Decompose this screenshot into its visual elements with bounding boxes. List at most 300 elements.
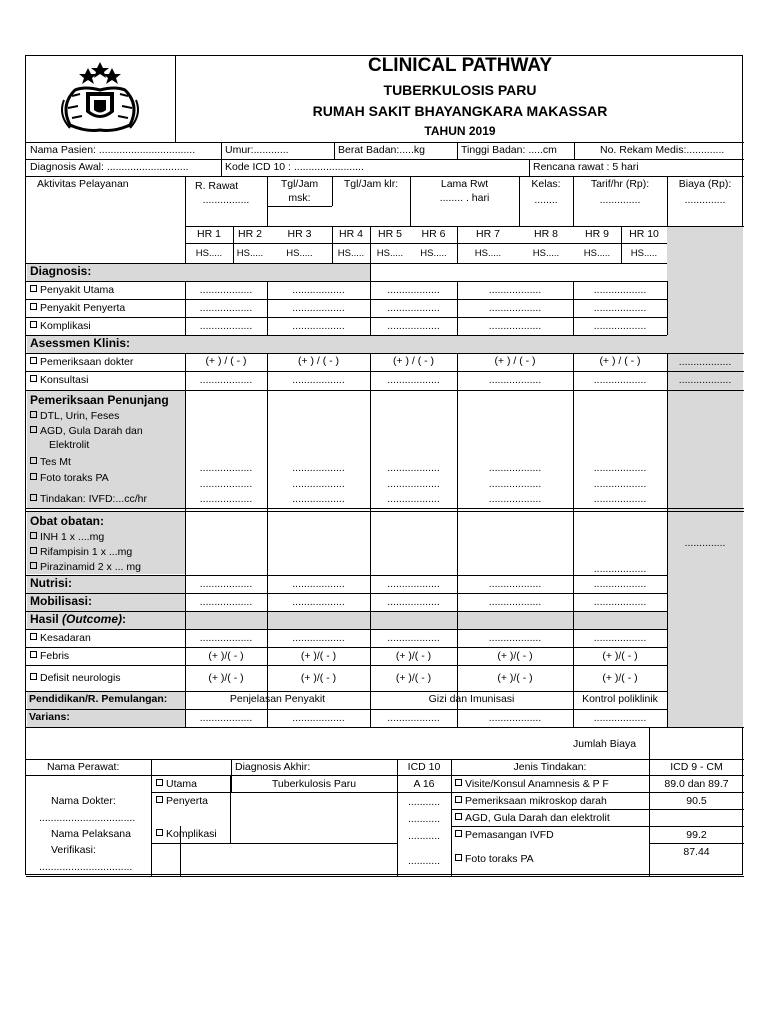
entry-field[interactable] [457, 284, 573, 297]
plus-minus-field[interactable] [457, 650, 573, 663]
label-text: HS..... [630, 248, 658, 259]
entry-field[interactable] [370, 493, 457, 506]
entry-field[interactable] [457, 478, 573, 491]
hs-field-8[interactable] [519, 247, 573, 260]
label-text: HS..... [474, 248, 502, 259]
label-text: .................. [488, 478, 542, 490]
checkbox-icon[interactable] [30, 411, 37, 418]
checkbox-icon[interactable] [30, 426, 37, 433]
table-rule [26, 299, 667, 300]
doctor-name-field[interactable] [39, 812, 135, 825]
entry-field[interactable] [185, 493, 267, 506]
icd10-header [397, 761, 451, 774]
label-text: .................. [292, 632, 345, 644]
hs-field-9[interactable] [573, 247, 621, 260]
label-text: .................. [593, 563, 647, 575]
procedure-visite [455, 778, 609, 791]
label-text: Diagnosis Akhir: [235, 761, 311, 773]
patient-height-field[interactable] [461, 144, 557, 157]
entry-field[interactable] [370, 284, 457, 297]
checkbox-icon[interactable] [30, 562, 37, 569]
cost-entry[interactable] [667, 374, 743, 387]
section-nutrisi [30, 577, 72, 590]
entry-field[interactable] [185, 284, 267, 297]
label-text: Aktivitas Pelayanan [37, 178, 129, 190]
table-rule [267, 206, 332, 207]
label-text: HS..... [286, 248, 313, 259]
entry-field[interactable] [185, 596, 267, 609]
entry-field[interactable] [370, 302, 457, 315]
entry-field[interactable] [185, 712, 267, 725]
total-cost-label [573, 738, 636, 751]
entry-field[interactable] [185, 462, 267, 475]
education-penjelasan [185, 693, 370, 706]
label-text: Kontrol poliklinik [582, 693, 658, 705]
checkbox-icon[interactable] [30, 547, 37, 554]
label-text: ........... [407, 796, 441, 808]
label-text: .................. [387, 462, 440, 474]
label-text: .................. [593, 374, 647, 386]
checkbox-icon[interactable] [156, 779, 163, 786]
entry-field[interactable] [267, 596, 370, 609]
label-text: Febris [40, 650, 70, 662]
label-text: (+ ) / ( - ) [494, 355, 536, 367]
hs-field-10[interactable] [621, 247, 667, 260]
section-mobilisasi [30, 595, 92, 608]
entry-field[interactable] [457, 712, 573, 725]
room-field[interactable] [185, 194, 267, 207]
label-text: .................. [292, 462, 345, 474]
entry-field[interactable] [370, 478, 457, 491]
label-text: Tuberkulosis Paru [271, 778, 357, 790]
item-tes-mt [30, 456, 71, 469]
entry-field[interactable] [573, 563, 667, 576]
entry-field[interactable] [267, 302, 370, 315]
checkbox-icon[interactable] [30, 357, 37, 364]
checkbox-icon[interactable] [455, 779, 462, 786]
label-text: 89.0 dan 89.7 [664, 778, 729, 790]
label-text: ........... [407, 830, 441, 842]
admit-date-header [267, 192, 332, 205]
label-text: .................. [488, 712, 542, 724]
cost-field[interactable] [667, 194, 743, 207]
label-text: Umur:............ [225, 144, 289, 156]
label-text: ................................. [39, 812, 136, 824]
label-text: Asessmen Klinis: [30, 336, 131, 350]
entry-field[interactable] [573, 462, 667, 475]
entry-field[interactable] [457, 320, 573, 333]
label-text: .................. [387, 478, 440, 490]
label-text: .................. [292, 712, 345, 724]
label-text: HS..... [583, 248, 611, 259]
entry-field[interactable] [573, 632, 667, 645]
table-rule [175, 56, 176, 142]
label-text: .................. [593, 596, 647, 608]
entry-field[interactable] [573, 284, 667, 297]
plus-minus-field[interactable] [185, 355, 267, 368]
label-text: (+ )/( - ) [602, 650, 638, 662]
table-rule [26, 647, 667, 648]
hs-field-7[interactable] [457, 247, 519, 260]
nurse-name-label [47, 761, 119, 774]
hs-field-6[interactable] [410, 247, 457, 260]
entry-field[interactable] [185, 374, 267, 387]
label-text: DTL, Urin, Feses [40, 410, 120, 422]
plus-minus-field[interactable] [370, 355, 457, 368]
label-italic: (Outcome) [62, 612, 123, 626]
label-text: ................ [202, 194, 250, 206]
entry-field[interactable] [267, 478, 370, 491]
entry-field[interactable] [185, 478, 267, 491]
label-text: Foto toraks PA [465, 853, 534, 865]
entry-field[interactable] [457, 596, 573, 609]
label-text: HR 10 [629, 228, 659, 240]
label-text: .................. [292, 320, 345, 332]
entry-field[interactable] [573, 596, 667, 609]
hs-field-3[interactable] [267, 247, 332, 260]
label-text: .................. [488, 493, 542, 505]
table-rule [574, 142, 575, 159]
label-text: .................. [488, 596, 542, 608]
patient-name-field[interactable] [30, 144, 195, 157]
label-text: A 16 [413, 778, 435, 790]
icd-entry[interactable] [397, 855, 451, 868]
label-text: CLINICAL PATHWAY [367, 55, 553, 76]
label-text: HR 3 [287, 228, 312, 240]
checkbox-icon[interactable] [30, 321, 37, 328]
entry-field[interactable] [457, 578, 573, 591]
code-foto [649, 846, 744, 859]
table-rule [26, 876, 744, 877]
icd-a16 [397, 778, 451, 791]
section-pendidikan [29, 693, 167, 706]
entry-field[interactable] [267, 462, 370, 475]
label-text: (+ ) / ( - ) [205, 355, 247, 367]
day-header-1 [185, 228, 233, 241]
label-text: .................. [593, 320, 647, 332]
procedure-foto [455, 853, 534, 866]
label-text: R. Rawat [195, 180, 239, 192]
room-header [195, 180, 238, 193]
entry-field[interactable] [457, 302, 573, 315]
label-text: Foto toraks PA [40, 472, 109, 484]
checkbox-icon[interactable] [455, 830, 462, 837]
label-text: .................. [292, 374, 345, 386]
admit-date-header [267, 178, 332, 191]
plus-minus-field[interactable] [573, 650, 667, 663]
label-text: Penyakit Penyerta [40, 302, 126, 314]
plus-minus-field[interactable] [185, 672, 267, 685]
label-text: Obat obatan: [30, 514, 104, 528]
label-text: .................. [387, 632, 440, 644]
colon: : [122, 612, 127, 626]
entry-field[interactable] [185, 578, 267, 591]
entry-field[interactable] [573, 712, 667, 725]
table-rule [26, 575, 667, 576]
label-text: Tgl/Jam klr: [343, 178, 399, 190]
section-asesmen [30, 337, 130, 350]
entry-field[interactable] [267, 712, 370, 725]
entry-field[interactable] [457, 462, 573, 475]
label-text: .................. [387, 320, 440, 332]
label-text: (+ )/( - ) [300, 672, 337, 684]
entry-field[interactable] [370, 712, 457, 725]
label-text: Lama Rwt [440, 178, 489, 190]
icd-entry[interactable] [397, 813, 451, 826]
care-plan-label [533, 161, 639, 174]
label-text: .................. [488, 462, 542, 474]
checkbox-icon[interactable] [455, 854, 462, 861]
item-pemeriksaan-dokter [30, 356, 133, 369]
label-text: .................. [199, 302, 253, 314]
label-text: .................. [593, 462, 647, 474]
entry-field[interactable] [370, 578, 457, 591]
entry-field[interactable] [573, 320, 667, 333]
plus-minus-field[interactable] [457, 672, 573, 685]
table-rule [26, 142, 744, 143]
label-text: Mobilisasi: [30, 594, 93, 608]
checkbox-icon[interactable] [30, 303, 37, 310]
label-text: HR 2 [238, 228, 262, 240]
hs-field-4[interactable] [332, 247, 370, 260]
item-foto-toraks [30, 472, 109, 485]
table-rule [370, 353, 371, 727]
label-text: .................. [387, 284, 440, 296]
length-of-stay-field[interactable] [410, 192, 519, 205]
table-rule [185, 353, 186, 727]
label-text: HS..... [195, 248, 223, 259]
label-text: Nama Dokter: [51, 795, 116, 807]
diagnosis-tb [231, 778, 397, 791]
class-field[interactable] [519, 194, 573, 207]
table-rule [267, 353, 268, 727]
plus-minus-field[interactable] [573, 355, 667, 368]
label-text: Pemeriksaan Penunjang [30, 393, 169, 407]
table-rule [26, 508, 744, 509]
label-text: HS..... [337, 248, 365, 259]
table-rule [26, 317, 667, 318]
checkbox-icon[interactable] [156, 796, 163, 803]
label-text: Kesadaran [40, 632, 91, 644]
item-kesadaran [30, 632, 91, 645]
label-text: Berat Badan:.....kg [338, 144, 425, 156]
label-text: .................. [199, 493, 253, 505]
label-text: 90.5 [686, 795, 707, 807]
plus-minus-field[interactable] [185, 650, 267, 663]
entry-field[interactable] [267, 578, 370, 591]
label-text: .................. [593, 632, 647, 644]
table-rule [26, 775, 744, 776]
item-komplikasi [30, 320, 91, 333]
checkbox-icon[interactable] [30, 375, 37, 382]
entry-field[interactable] [370, 374, 457, 387]
entry-field[interactable] [573, 478, 667, 491]
procedure-ivfd [455, 829, 554, 842]
verification-field[interactable] [39, 861, 132, 874]
label-text: INH 1 x ....mg [40, 531, 105, 543]
table-rule [649, 843, 744, 844]
table-rule [26, 759, 744, 760]
entry-field[interactable] [267, 632, 370, 645]
label-text: Verifikasi: [51, 844, 96, 856]
checkbox-icon[interactable] [30, 673, 37, 680]
cost-entry[interactable] [667, 537, 743, 550]
icd-entry[interactable] [397, 830, 451, 843]
table-rule [26, 709, 667, 710]
checkbox-icon[interactable] [455, 796, 462, 803]
patient-weight-field[interactable] [338, 144, 425, 157]
table-rule [573, 353, 574, 727]
table-rule [667, 281, 668, 335]
table-rule [26, 263, 667, 264]
plus-minus-field[interactable] [370, 650, 457, 663]
checkbox-icon[interactable] [30, 457, 37, 464]
entry-field[interactable] [185, 320, 267, 333]
hs-field-2[interactable] [233, 247, 267, 260]
entry-field[interactable] [573, 302, 667, 315]
item-agd [30, 425, 143, 438]
plus-minus-field[interactable] [267, 650, 370, 663]
table-rule [180, 843, 181, 876]
label-text: .................. [488, 578, 542, 590]
medical-record-field[interactable] [600, 144, 724, 157]
entry-field[interactable] [370, 320, 457, 333]
label-text: Nama Pasien: ................................. [30, 144, 196, 156]
label-text: HR 5 [378, 228, 402, 240]
label-text: RUMAH SAKIT BHAYANGKARA MAKASSAR [312, 103, 608, 119]
table-rule [457, 353, 458, 727]
code-visite [649, 778, 744, 791]
label-text: Tes Mt [40, 456, 71, 468]
label-text: HR 1 [197, 228, 221, 240]
label-text: Biaya (Rp): [678, 178, 732, 190]
form-subtitle [177, 84, 743, 97]
label-text: .................. [292, 284, 345, 296]
item-pirazinamid [30, 561, 141, 574]
item-konsultasi [30, 374, 88, 387]
plus-minus-field[interactable] [457, 355, 573, 368]
label-text: (+ )/( - ) [395, 650, 432, 662]
checkbox-icon[interactable] [30, 285, 37, 292]
entry-field[interactable] [370, 462, 457, 475]
entry-field[interactable] [185, 632, 267, 645]
table-rule [334, 142, 335, 159]
hs-field-5[interactable] [370, 247, 410, 260]
checkbox-icon[interactable] [30, 651, 37, 658]
label-text: .................. [678, 356, 732, 368]
entry-field[interactable] [370, 596, 457, 609]
label-text: Konsultasi [40, 374, 89, 386]
label-text: (+ ) / ( - ) [599, 355, 641, 367]
item-agd-cont [49, 439, 89, 452]
label-text: .................. [199, 462, 253, 474]
label-text: Komplikasi [40, 320, 91, 332]
entry-field[interactable] [573, 374, 667, 387]
plus-minus-field[interactable] [573, 672, 667, 685]
label-text: (+ ) / ( - ) [297, 355, 340, 367]
day-header-9 [573, 228, 621, 241]
entry-field[interactable] [457, 632, 573, 645]
hs-field-1[interactable] [185, 247, 233, 260]
label-text: .................. [593, 493, 647, 505]
label-text: Elektrolit [49, 439, 90, 451]
plus-minus-field[interactable] [267, 672, 370, 685]
label-text: msk: [288, 192, 311, 204]
label-text: .................. [199, 320, 253, 332]
hospital-name [177, 105, 743, 118]
tariff-field[interactable] [573, 194, 667, 207]
label-text: .................. [387, 493, 440, 505]
entry-field[interactable] [267, 284, 370, 297]
entry-field[interactable] [573, 493, 667, 506]
label-text: AGD, Gula Darah dan [40, 425, 143, 437]
table-rule [26, 281, 667, 282]
label-text: Penjelasan Penyakit [229, 693, 326, 705]
tariff-header [573, 178, 667, 191]
label-text: 87.44 [683, 846, 710, 858]
item-inh [30, 531, 104, 544]
label-text: .................. [387, 302, 440, 314]
checkbox-icon[interactable] [30, 633, 37, 640]
label-text: ................................ [39, 861, 133, 873]
icd-entry[interactable] [397, 796, 451, 809]
label-text: .................. [488, 302, 542, 314]
initial-diagnosis-field[interactable] [30, 161, 189, 174]
checkbox-icon[interactable] [30, 532, 37, 539]
label-text: HR 6 [421, 228, 446, 240]
table-rule [221, 142, 222, 176]
item-tindakan [30, 493, 147, 506]
patient-age-field[interactable] [225, 144, 289, 157]
label-text: Utama [166, 778, 197, 790]
label-text: (+ )/( - ) [300, 650, 337, 662]
checkbox-icon[interactable] [455, 813, 462, 820]
plus-minus-field[interactable] [370, 672, 457, 685]
section-obat [30, 515, 104, 528]
plus-minus-field[interactable] [267, 355, 370, 368]
entry-field[interactable] [267, 374, 370, 387]
checkbox-icon[interactable] [156, 829, 163, 836]
label-text: .................. [593, 712, 647, 724]
label-text: (+ )/( - ) [395, 672, 432, 684]
icd-code-field[interactable] [225, 161, 364, 174]
entry-field[interactable] [267, 493, 370, 506]
section-hasil [30, 613, 126, 626]
entry-field[interactable] [457, 374, 573, 387]
label-text: .................. [488, 284, 542, 296]
cost-entry[interactable] [667, 356, 743, 369]
checkbox-icon[interactable] [30, 473, 37, 480]
label-text: Hasil [30, 612, 63, 626]
table-rule [26, 665, 667, 666]
diagnosis-penyerta [156, 795, 208, 808]
checkbox-icon[interactable] [30, 494, 37, 501]
entry-field[interactable] [370, 632, 457, 645]
table-rule [26, 691, 667, 692]
label-text: .................. [488, 320, 542, 332]
item-febris [30, 650, 69, 663]
label-text: Nama Pelaksana [51, 828, 131, 840]
table-rule [26, 353, 744, 354]
entry-field[interactable] [573, 578, 667, 591]
entry-field[interactable] [457, 493, 573, 506]
procedure-mikroskop [455, 795, 607, 808]
label-text: .................. [593, 578, 647, 590]
entry-field[interactable] [267, 320, 370, 333]
entry-field[interactable] [185, 302, 267, 315]
label-text: .................. [488, 632, 542, 644]
label-text: Pendidikan/R. Pemulangan: [29, 693, 168, 705]
